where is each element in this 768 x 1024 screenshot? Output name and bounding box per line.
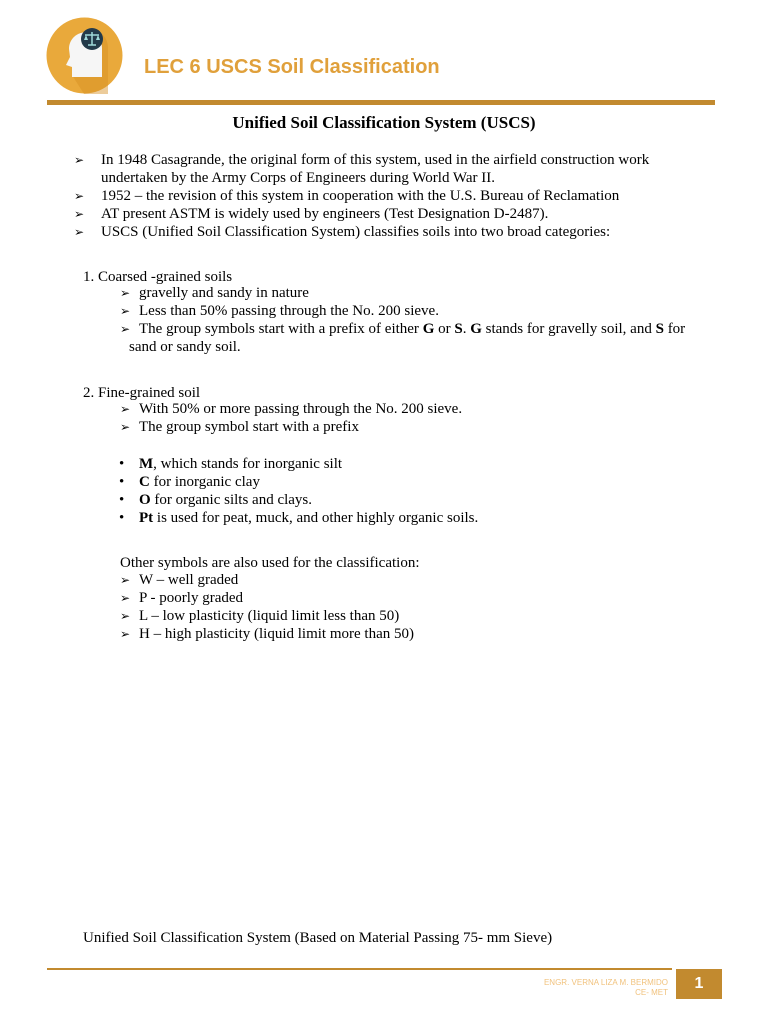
head-scale-icon [44, 17, 125, 94]
arrow-bullet-icon: ➢ [74, 225, 85, 239]
arrow-bullet-icon: ➢ [120, 304, 131, 318]
list-item: ➢ AT present ASTM is widely used by engineers (Test Designation D-2487). [74, 206, 549, 222]
arrow-bullet-icon: ➢ [74, 153, 85, 167]
section-coarse-heading: 1. Coarsed -grained soils [83, 269, 233, 285]
arrow-bullet-icon: ➢ [120, 286, 131, 300]
list-item: ➢ USCS (Unified Soil Classification System) classifies soils into two broad categories: [74, 224, 611, 240]
arrow-bullet-icon: ➢ [120, 591, 131, 605]
page-header-title: LEC 6 USCS Soil Classification [144, 56, 440, 78]
intro-list [74, 151, 714, 241]
list-item: • M, which stands for inorganic silt [119, 456, 343, 472]
arrow-bullet-icon: ➢ [120, 322, 131, 336]
list-item: ➢ 1952 – the revision of this system in cooperation with the U.S. Bureau of Reclamation [74, 188, 620, 204]
list-item: • Pt is used for peat, muck, and other highly organic soils. [119, 510, 479, 526]
list-item: ➢ P - poorly graded [120, 590, 244, 606]
bullet-dot-icon: • [119, 456, 125, 472]
list-item: ➢ W – well graded [120, 572, 239, 588]
coarse-list [120, 284, 710, 356]
list-item: ➢ gravelly and sandy in nature [120, 285, 309, 301]
document-title: Unified Soil Classification System (USCS) [232, 113, 536, 132]
header-rule [47, 100, 715, 105]
arrow-bullet-icon: ➢ [120, 609, 131, 623]
list-item: ➢ L – low plasticity (liquid limit less than 50) [120, 608, 400, 624]
list-item: • C for inorganic clay [119, 474, 260, 490]
author-name: ENGR. VERNA LIZA M. BERMIDO [543, 978, 668, 987]
arrow-bullet-icon: ➢ [74, 189, 85, 203]
author-credit [544, 978, 668, 998]
list-item: ➢ H – high plasticity (liquid limit more than 50) [120, 626, 414, 642]
arrow-bullet-icon: ➢ [74, 207, 85, 221]
list-item: ➢ With 50% or more passing through the No. 200 sieve. [120, 401, 463, 417]
arrow-bullet-icon: ➢ [120, 420, 131, 434]
list-item: ➢ The group symbols start with a prefix of either G or S. G stands for gravelly soil, and S for sand or sandy soil. [120, 321, 686, 355]
list-item: • O for organic silts and clays. [119, 492, 313, 508]
bullet-dot-icon: • [119, 492, 125, 508]
page-number: 1 [676, 969, 722, 999]
prefix-list [119, 455, 719, 527]
other-symbols-heading: Other symbols are also used for the classification: [120, 555, 420, 571]
list-item: ➢ Less than 50% passing through the No. 200 sieve. [120, 303, 439, 319]
bullet-dot-icon: • [119, 474, 125, 490]
arrow-bullet-icon: ➢ [120, 573, 131, 587]
arrow-bullet-icon: ➢ [120, 627, 131, 641]
fine-list [120, 400, 710, 436]
logo [44, 17, 125, 94]
author-dept: CE- MET [635, 988, 668, 997]
bullet-dot-icon: • [119, 510, 125, 526]
arrow-bullet-icon: ➢ [120, 402, 131, 416]
list-item: ➢ In 1948 Casagrande, the original form of this system, used in the airfield construction work undertaken by the Army Corps of Engineers during World War II. [74, 152, 650, 186]
footer-note: Unified Soil Classification System (Based on Material Passing 75- mm Sieve) [83, 930, 553, 946]
section-fine-heading: 2. Fine-grained soil [83, 385, 201, 401]
list-item: ➢ The group symbol start with a prefix [120, 419, 359, 435]
other-symbols-list [120, 571, 710, 643]
footer-rule [47, 968, 672, 970]
